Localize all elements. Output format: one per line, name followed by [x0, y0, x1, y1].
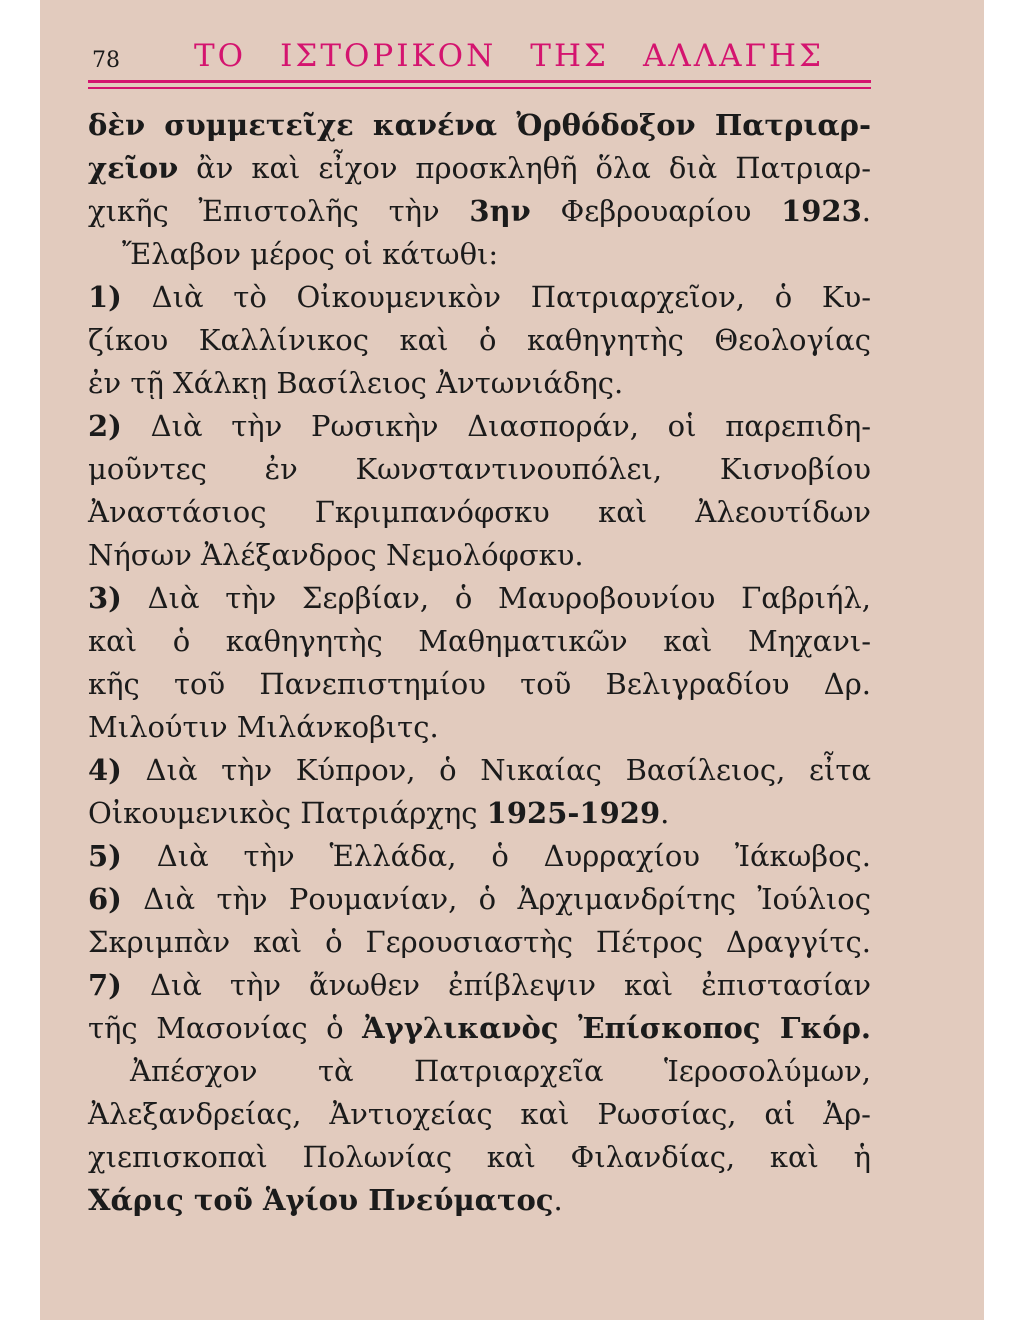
text-span: Διὰ τὴν Κύπρον, ὁ Νικαίας Βασίλειος, εἶτα — [121, 753, 871, 787]
text-line: κῆς τοῦ Πανεπιστημίου τοῦ Βελιγραδίου Δρ. — [88, 667, 871, 701]
text-span: τῆς Μασονίας ὁ — [88, 1011, 363, 1045]
text-span: . — [553, 1183, 563, 1217]
text-line: Μιλούτιν Μιλάνκοβιτς. — [88, 710, 439, 744]
bold-phrase: Ἀγγλικανὸς Ἐπίσκοπος Γκόρ. — [362, 1011, 871, 1045]
header-rule-top — [88, 80, 871, 83]
text-line: καὶ ὁ καθηγητὴς Μαθηματικῶν καὶ Μηχανι- — [88, 624, 871, 658]
item-number: 4) — [88, 753, 122, 787]
text-span: Διὰ τὴν Ρωσικὴν Διασποράν, οἱ παρεπιδη- — [121, 409, 871, 443]
text-span: Διὰ τὴν Σερβίαν, ὁ Μαυροβουνίου Γαβριήλ, — [121, 581, 871, 615]
text-span: . — [861, 194, 871, 228]
bold-year: 1923 — [781, 194, 862, 228]
list-item-2 — [88, 405, 871, 448]
item-number: 2) — [88, 409, 122, 443]
text-line: χιεπισκοπαὶ Πολωνίας καὶ Φιλανδίας, καὶ ἡ — [88, 1140, 871, 1174]
item-number: 6) — [88, 882, 122, 916]
text-span: Διὰ τὴν Ρουμανίαν, ὁ Ἀρχιμανδρίτης Ἰούλιος — [121, 882, 871, 916]
text-line: Ἀπέσχον τὰ Πατριαρχεῖα Ἱεροσολύμων, — [130, 1054, 871, 1088]
list-item-7 — [88, 964, 871, 1007]
item-number: 1) — [88, 280, 122, 314]
text-span: ἂν καὶ εἶχον προσκληθῆ ὅλα διὰ Πατριαρ- — [178, 151, 871, 185]
bold-phrase: Χάρις τοῦ Ἁγίου Πνεύματος — [88, 1183, 554, 1217]
text-line: Νήσων Ἀλέξανδρος Νεμολόφσκυ. — [88, 538, 584, 572]
text-span: Διὰ τὸ Οἰκουμενικὸν Πατριαρχεῖον, ὁ Κυ- — [121, 280, 871, 314]
running-title: ΤΟ ΙΣΤΟΡΙΚΟΝ ΤΗΣ ΑΛΛΑΓΗΣ — [194, 38, 824, 74]
list-item-3 — [88, 577, 871, 620]
bold-phrase: χεῖον — [88, 151, 179, 185]
text-line: Σκριμπὰν καὶ ὁ Γερουσιαστὴς Πέτρος Δραγγίτς. — [88, 925, 871, 959]
text-line: Ἀλεξανδρείας, Ἀντιοχείας καὶ Ρωσσίας, αἱ Ἀρ- — [88, 1097, 871, 1131]
text-line: Ἀναστάσιος Γκριμπανόφσκυ καὶ Ἀλεουτίδων — [88, 495, 871, 529]
text-line: ἐν τῇ Χάλκῃ Βασίλειος Ἀντωνιάδης. — [88, 366, 624, 400]
text-span: . — [660, 796, 670, 830]
text-line: ζίκου Καλλίνικος καὶ ὁ καθηγητὴς Θεολογίας — [88, 323, 871, 357]
page-number: 78 — [92, 48, 120, 73]
text-line — [88, 792, 871, 835]
item-number: 7) — [88, 968, 122, 1002]
bold-years: 1925-1929 — [486, 796, 661, 830]
item-number: 5) — [88, 839, 122, 873]
text-line — [88, 1007, 871, 1050]
intro-line: Ἔλαβον μέρος οἱ κάτωθι: — [122, 237, 499, 271]
text-line — [88, 104, 871, 147]
bold-date: 3ην — [469, 194, 531, 228]
body-text — [88, 104, 871, 1222]
page-edge — [984, 0, 1020, 1320]
list-item-6 — [88, 878, 871, 921]
text-span: Φεβρουαρίου — [530, 194, 782, 228]
item-number: 3) — [88, 581, 122, 615]
text-span: Διὰ τὴν Ἑλλάδα, ὁ Δυρραχίου Ἰάκωβος. — [121, 839, 871, 873]
list-item-4 — [88, 749, 871, 792]
page-header — [88, 34, 836, 78]
list-item-5 — [88, 835, 871, 878]
header-rule-bottom — [88, 87, 871, 89]
bold-phrase: δὲν συμμετεῖχε κανένα Ὀρθόδοξον Πατριαρ- — [88, 108, 871, 142]
text-span: Οἰκουμενικὸς Πατριάρχης — [88, 796, 487, 830]
text-span: Διὰ τὴν ἄνωθεν ἐπίβλεψιν καὶ ἐπιστασίαν — [121, 968, 871, 1002]
text-span: χικῆς Ἐπιστολῆς τὴν — [88, 194, 470, 228]
text-line — [88, 1179, 871, 1222]
text-line: μοῦντες ἐν Κωνσταντινουπόλει, Κισνοβίου — [88, 452, 871, 486]
text-line — [88, 190, 871, 233]
list-item-1 — [88, 276, 871, 319]
text-line — [88, 147, 871, 190]
